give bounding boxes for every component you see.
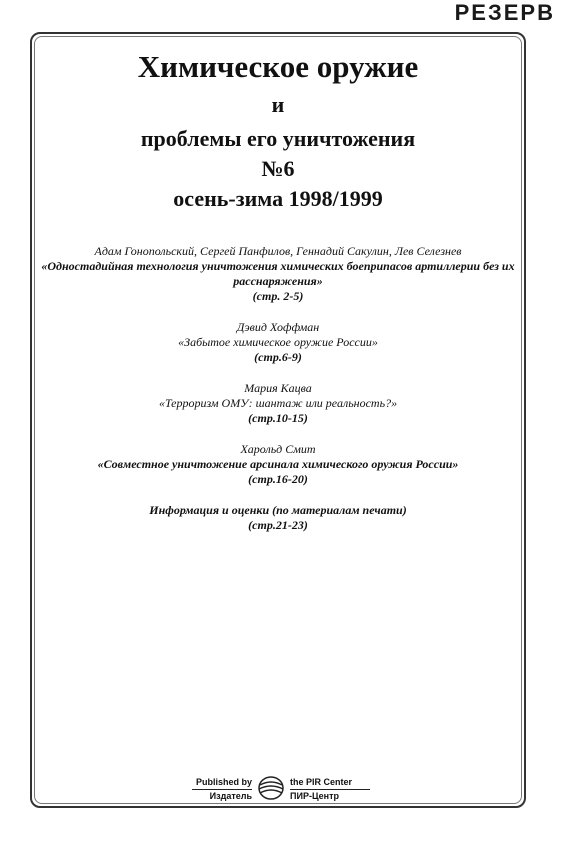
issue-season: осень-зима 1998/1999: [173, 186, 383, 211]
publisher-label-ru: Издатель: [209, 791, 252, 801]
article-item: [36, 381, 520, 426]
journal-title: Химическое оружие: [137, 49, 419, 84]
publisher-name: [290, 776, 370, 803]
article-title: «Терроризм ОМУ: шантаж или реальность?»: [158, 396, 398, 410]
article-item: [36, 244, 520, 304]
publisher-label-en: Published by: [192, 776, 252, 790]
article-pages: (стр.10-15): [248, 411, 308, 425]
article-pages: (стр.16-20): [248, 472, 308, 486]
article-authors: Адам Гонопольский, Сергей Панфилов, Геннадий Сакулин, Лев Селезнев: [94, 244, 462, 258]
article-item: [36, 320, 520, 365]
article-title: «Совместное уничтожение арсинала химического оружия России»: [97, 457, 459, 471]
publisher-label: [192, 776, 252, 803]
article-title: Информация и оценки (по материалам печати): [149, 503, 407, 517]
reserve-stamp: РЕЗЕРВ: [454, 0, 555, 25]
publisher-block: [192, 774, 372, 804]
article-pages: (стр.21-23): [248, 518, 308, 532]
journal-subtitle: проблемы его уничтожения: [140, 126, 416, 151]
article-authors: Харольд Смит: [240, 442, 316, 456]
article-pages: (стр. 2-5): [252, 289, 304, 303]
article-item: [36, 442, 520, 487]
article-list: [36, 244, 520, 533]
issue-number: №6: [261, 156, 295, 181]
title-conjunction: и: [271, 92, 285, 117]
globe-logo-icon: [256, 774, 286, 802]
article-title: «Забытое химическое оружие России»: [178, 335, 378, 349]
article-pages: (стр.6-9): [254, 350, 302, 364]
article-authors: Мария Кацва: [244, 381, 312, 395]
publisher-name-en: the PIR Center: [290, 776, 370, 790]
article-item: [36, 503, 520, 533]
cover-content: [36, 42, 520, 549]
article-title: «Одностадийная технология уничтожения химических боеприпасов артиллерии без их расснаряжения»: [41, 259, 515, 288]
article-authors: Дэвид Хоффман: [236, 320, 320, 334]
publisher-name-ru: ПИР-Центр: [290, 791, 339, 801]
